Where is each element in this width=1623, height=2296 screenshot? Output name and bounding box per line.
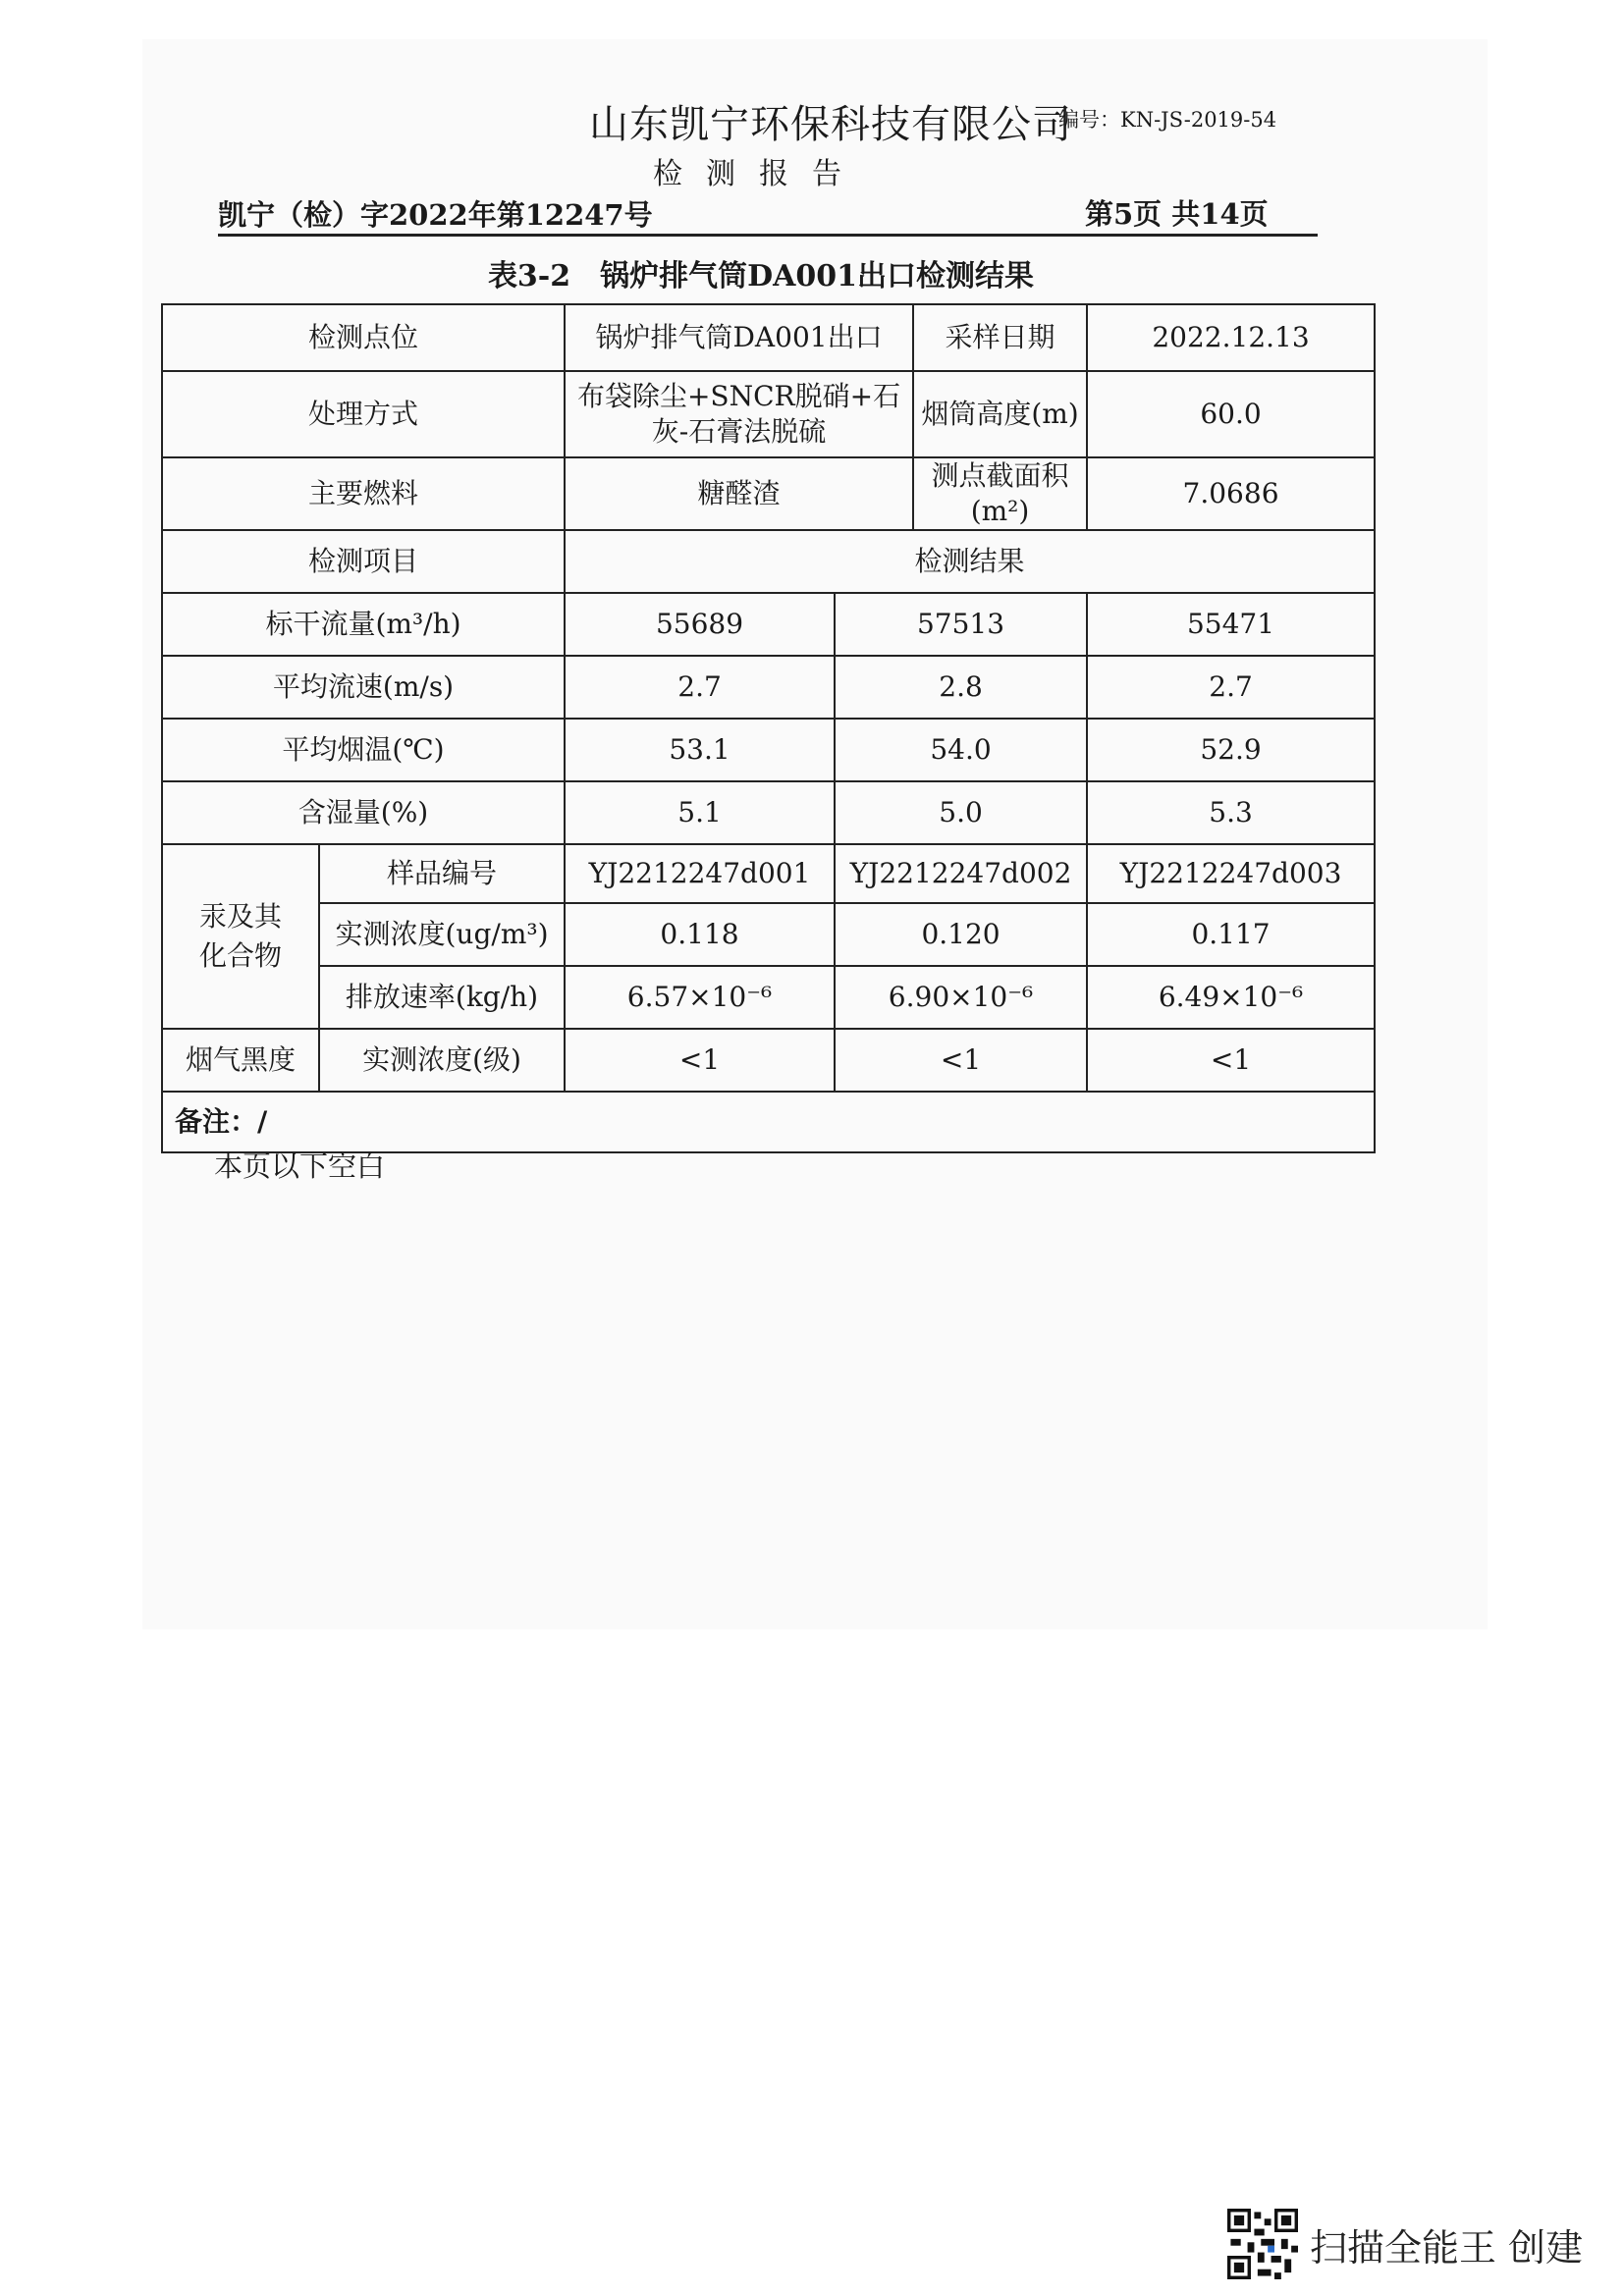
mercury-conc-row: [162, 903, 1375, 966]
row-value: 2.7: [1087, 656, 1375, 719]
mercury-group-text: 汞及其化合物: [198, 900, 282, 972]
mercury-conc-value: 0.120: [835, 903, 1087, 966]
area-label: 测点截面积(m²): [913, 457, 1087, 530]
mercury-rate-value: 6.90×10⁻⁶: [835, 966, 1087, 1029]
report-title: 检测报告: [653, 157, 865, 191]
area-value: 7.0686: [1087, 457, 1375, 530]
point-label: 检测点位: [162, 304, 565, 371]
table-row: [162, 719, 1375, 781]
fuel-value: 糖醛渣: [565, 457, 913, 530]
treatment-value: 布袋除尘+SNCR脱硝+石灰-石膏法脱硫: [565, 371, 913, 457]
blank-page-note: 本页以下空白: [214, 1149, 386, 1183]
smoke-row: [162, 1029, 1375, 1092]
row-label: 含湿量(%): [162, 781, 565, 844]
height-label: 烟筒高度(m): [913, 371, 1087, 457]
sample-label: 样品编号: [319, 844, 565, 903]
row-value: 55689: [565, 593, 835, 656]
sample-id: YJ2212247d003: [1087, 844, 1375, 903]
row-value: 5.0: [835, 781, 1087, 844]
header-divider: [218, 234, 1318, 237]
scanner-label: 扫描全能王 创建: [1310, 2225, 1584, 2269]
note-row: [162, 1092, 1375, 1152]
header-row: [162, 530, 1375, 593]
table-row: [162, 593, 1375, 656]
row-label: 平均烟温(℃): [162, 719, 565, 781]
smoke-value: <1: [565, 1029, 835, 1092]
mercury-conc-label: 实测浓度(ug/m³): [319, 903, 565, 966]
info-row-point: [162, 304, 1375, 371]
page-info: 第5页 共14页: [1085, 197, 1269, 231]
mercury-conc-value: 0.118: [565, 903, 835, 966]
row-label: 平均流速(m/s): [162, 656, 565, 719]
document-code: 编号：KN-JS-2019-54: [1058, 108, 1277, 132]
row-value: 2.8: [835, 656, 1087, 719]
smoke-value: <1: [835, 1029, 1087, 1092]
row-value: 53.1: [565, 719, 835, 781]
scanner-watermark: [1227, 2207, 1583, 2281]
date-value: 2022.12.13: [1087, 304, 1375, 371]
report-number: 凯宁（检）字2022年第12247号: [218, 198, 653, 232]
mercury-rate-row: [162, 966, 1375, 1029]
note: 备注：/: [162, 1092, 1375, 1152]
mercury-group-label: [162, 844, 319, 1029]
qr-code-icon: [1227, 2209, 1298, 2279]
result-header: 检测结果: [565, 530, 1375, 593]
row-value: 54.0: [835, 719, 1087, 781]
info-row-treatment: [162, 371, 1375, 457]
table-row: [162, 656, 1375, 719]
row-label: 标干流量(m³/h): [162, 593, 565, 656]
table-title: 表3-2 锅炉排气筒DA001出口检测结果: [487, 259, 1035, 294]
treatment-label: 处理方式: [162, 371, 565, 457]
row-value: 5.1: [565, 781, 835, 844]
smoke-value: <1: [1087, 1029, 1375, 1092]
mercury-rate-label: 排放速率(kg/h): [319, 966, 565, 1029]
row-value: 55471: [1087, 593, 1375, 656]
company-name: 山东凯宁环保科技有限公司: [589, 102, 1072, 147]
mercury-rate-value: 6.57×10⁻⁶: [565, 966, 835, 1029]
height-value: 60.0: [1087, 371, 1375, 457]
smoke-conc-label: 实测浓度(级): [319, 1029, 565, 1092]
sample-id: YJ2212247d001: [565, 844, 835, 903]
mercury-rate-value: 6.49×10⁻⁶: [1087, 966, 1375, 1029]
row-value: 57513: [835, 593, 1087, 656]
results-table: [161, 303, 1376, 1153]
mercury-conc-value: 0.117: [1087, 903, 1375, 966]
item-header: 检测项目: [162, 530, 565, 593]
row-value: 5.3: [1087, 781, 1375, 844]
mercury-sample-row: [162, 844, 1375, 903]
fuel-label: 主要燃料: [162, 457, 565, 530]
point-value: 锅炉排气筒DA001出口: [565, 304, 913, 371]
sample-id: YJ2212247d002: [835, 844, 1087, 903]
smoke-group-label: 烟气黑度: [162, 1029, 319, 1092]
table-row: [162, 781, 1375, 844]
info-row-fuel: [162, 457, 1375, 530]
row-value: 52.9: [1087, 719, 1375, 781]
date-label: 采样日期: [913, 304, 1087, 371]
row-value: 2.7: [565, 656, 835, 719]
